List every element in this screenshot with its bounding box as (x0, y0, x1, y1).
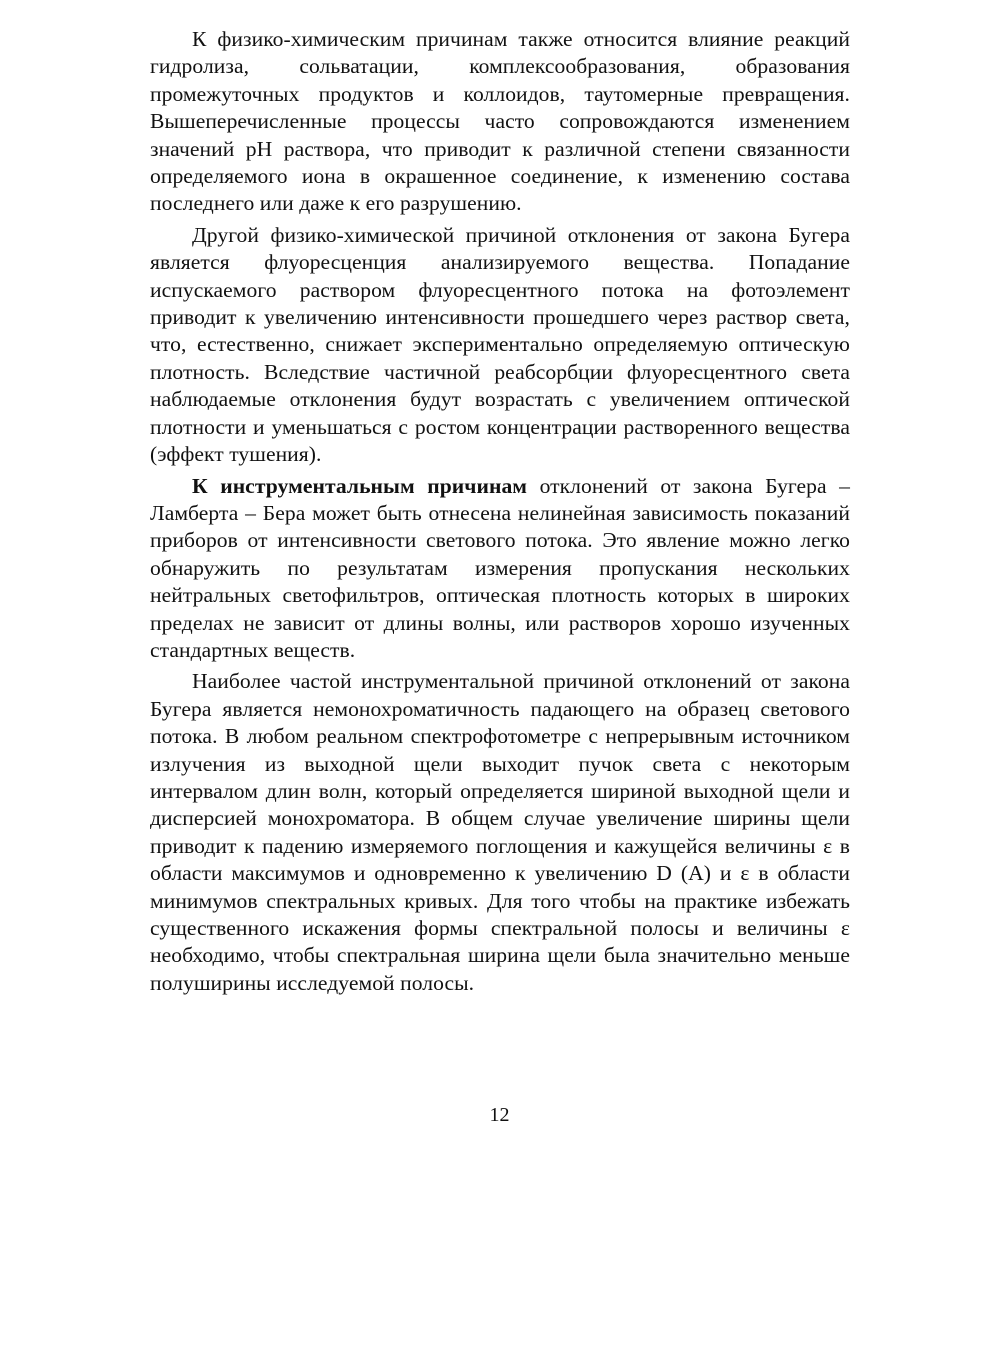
paragraph-2-text: Другой физико-химической причиной отклонения от закона Бугера является флуоресценция анализируемого вещества. Попадание испускаемого раствором флуоресцентного потока на фотоэлемент приводит к увеличению интенсивности прошедшего через раствор света, что, естественно, снижает экспериментально определяемую оптическую плотность. Вследствие частичной реабсорбции флуоресцентного света наблюдаемые отклонения будут возрастать с увеличением оптической плотности и уменьшаться с ростом концентрации растворенного вещества (эффект тушения). (150, 222, 850, 467)
paragraph-4-text: Наиболее частой инструментальной причиной отклонений от закона Бугера является немонохроматичность падающего на образец светового потока. В любом реальном спектрофотометре с непрерывным источником излучения из выходной щели выходит пучок света с некоторым интервалом длин волн, который определяется шириной выходной щели и дисперсией монохроматора. В общем случае увеличение ширины щели приводит к падению измеряемого поглощения и кажущейся величины ε в области максимумов и одновременно к увеличению D (A) и ε в области минимумов спектральных кривых. Для того чтобы на практике избежать существенного искажения формы спектральной полосы и величины ε необходимо, чтобы спектральная ширина щели была значительно меньше полуширины исследуемой полосы. (150, 669, 850, 995)
paragraph-1 (150, 26, 850, 218)
page-body (150, 26, 850, 1001)
paragraph-3-text: отклонений от закона Бугера – Ламберта – Бера может быть отнесена нелинейная зависимость показаний приборов от интенсивности светового потока. Это явление можно легко обнаружить по результатам измерения пропускания нескольких нейтральных светофильтров, оптическая плотность которых в широких пределах не зависит от длины волны, или растворов хорошо изученных стандартных веществ. (150, 473, 851, 662)
paragraph-3 (150, 473, 850, 665)
page-number: 12 (489, 1104, 510, 1126)
paragraph-1-text: К физико-химическим причинам также относится влияние реакций гидролиза, сольватации, комплексообразования, образования промежуточных продуктов и коллоидов, таутомерные превращения. Вышеперечисленные процессы часто сопровождаются изменением значений pH раствора, что приводит к различной степени связанности определяемого иона в окрашенное соединение, к изменению состава последнего или даже к его разрушению. (150, 27, 850, 216)
paragraph-3-lead: К инструментальным причинам (192, 473, 528, 498)
paragraph-2 (150, 222, 850, 469)
paragraph-4 (150, 668, 850, 997)
